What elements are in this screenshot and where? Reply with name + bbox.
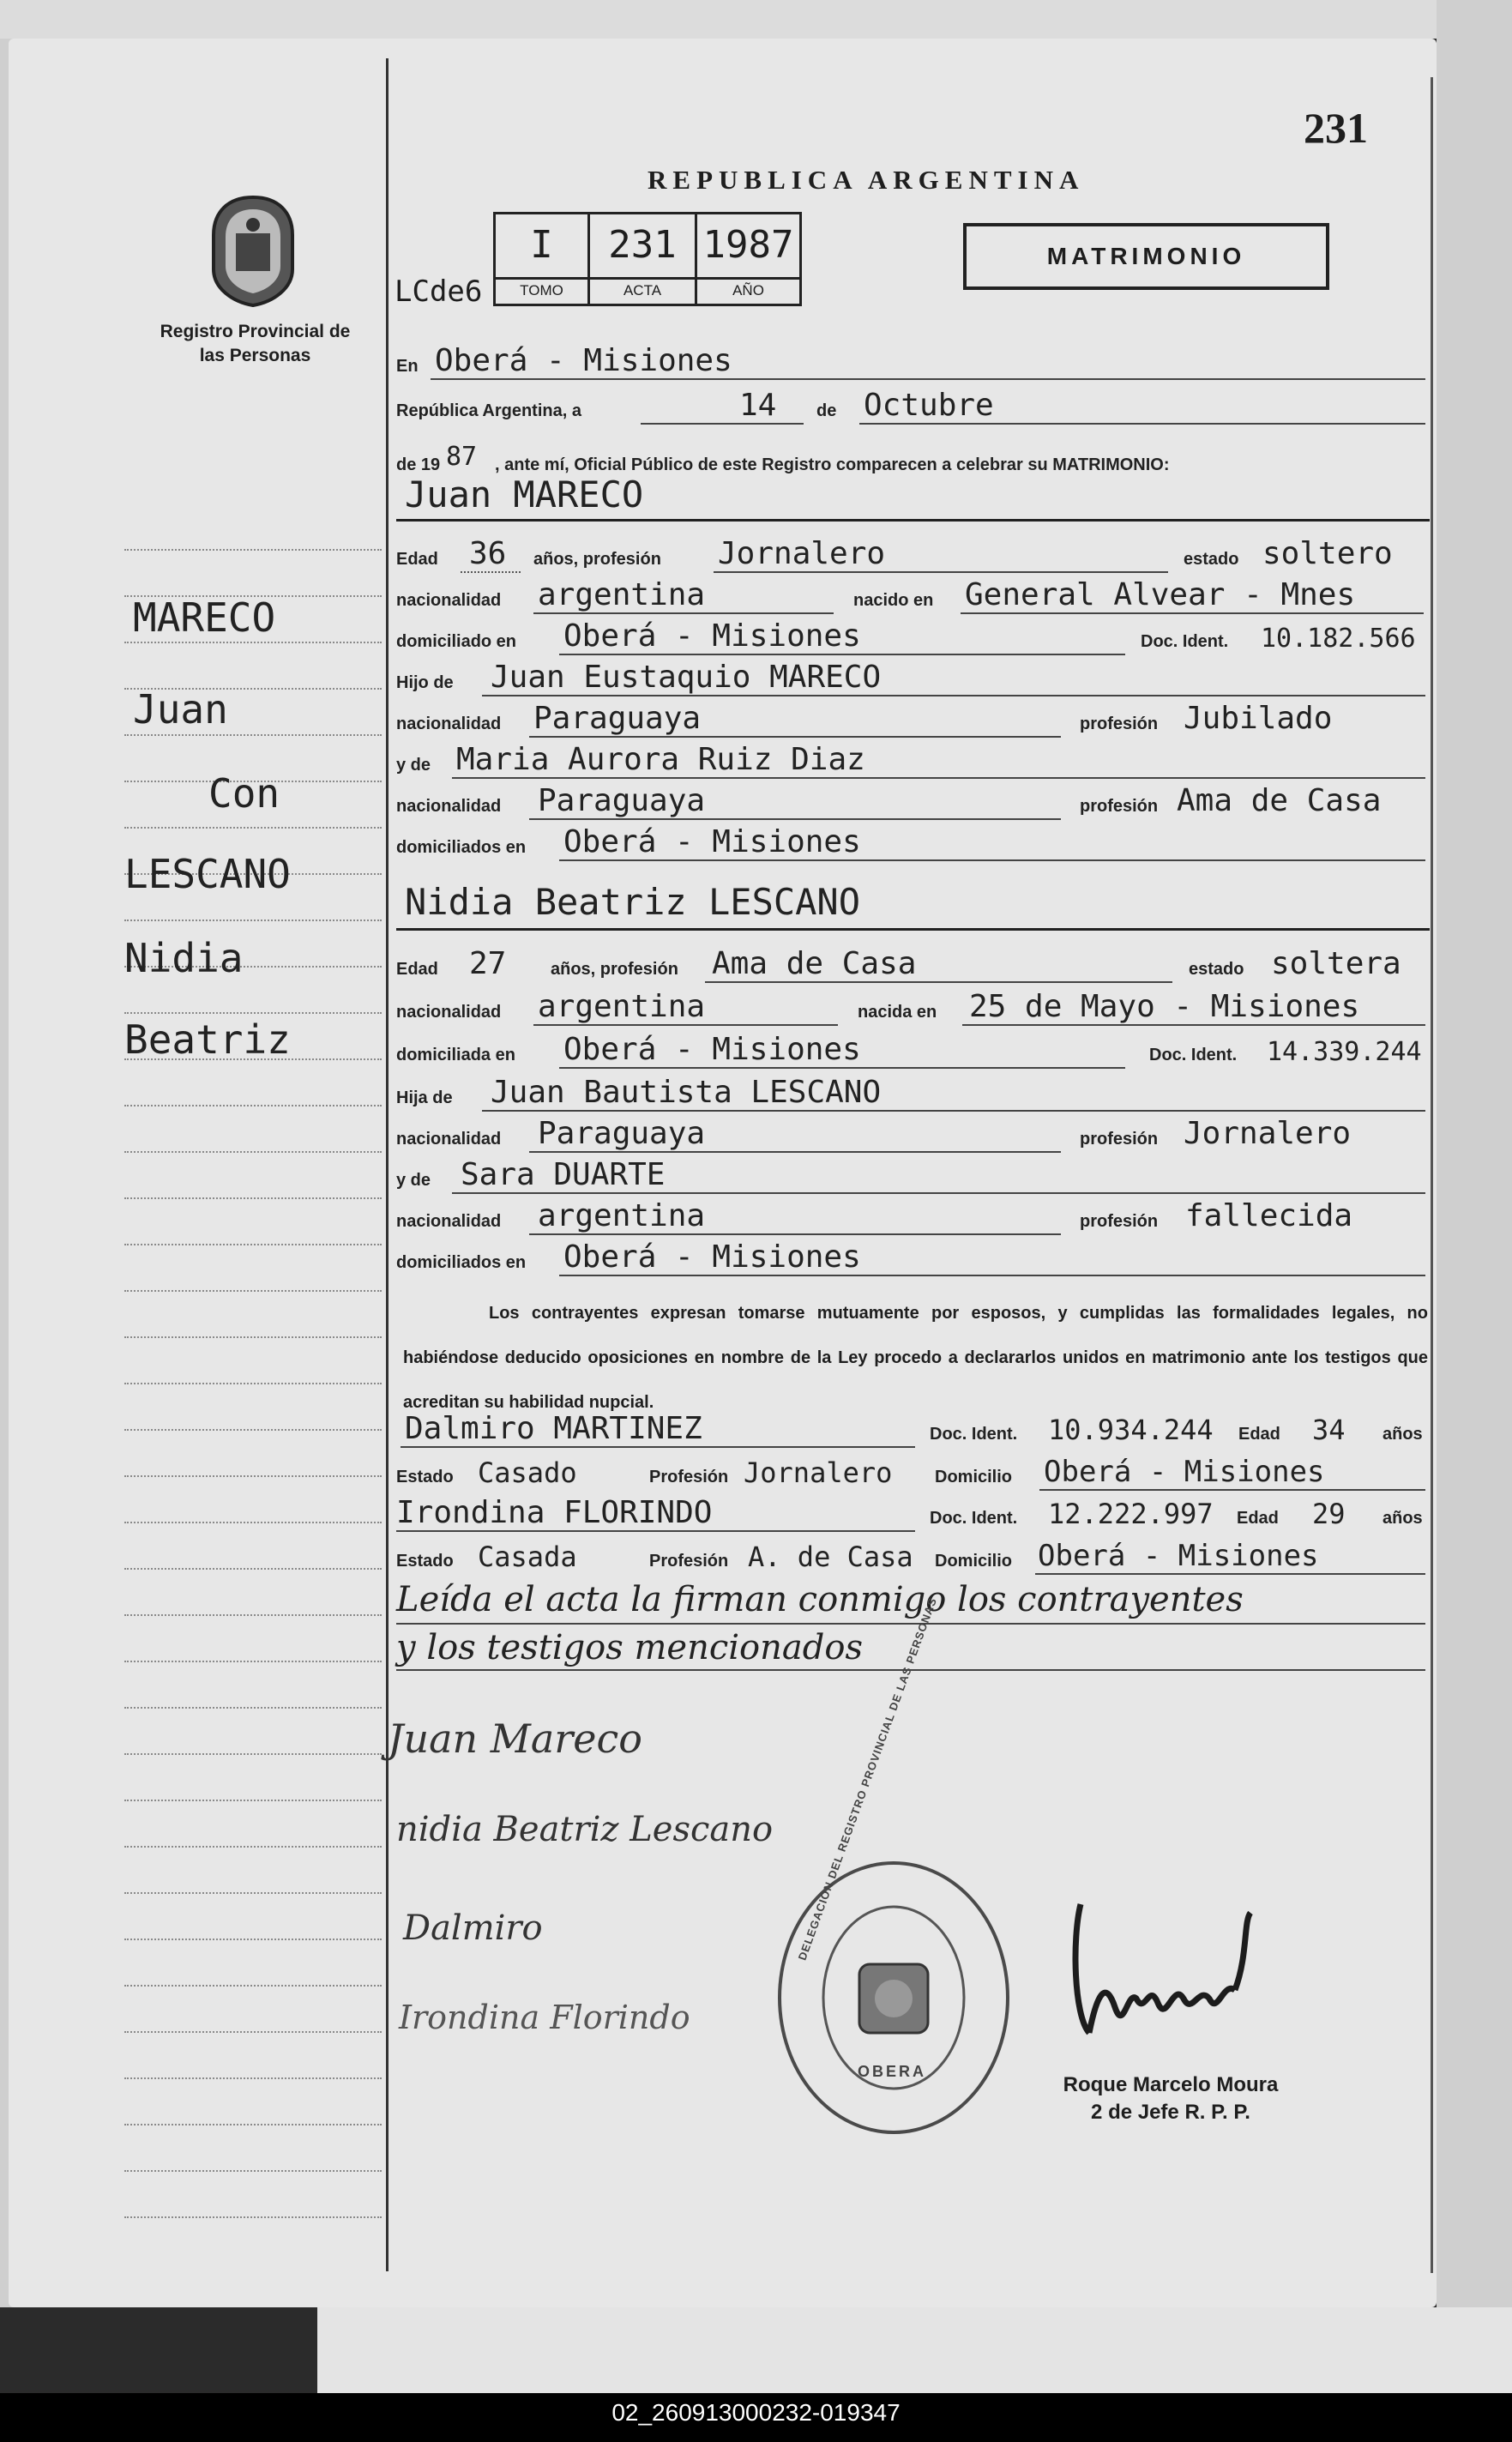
- nacionalidad-label: nacionalidad: [396, 1212, 502, 1231]
- acta-cell: [590, 214, 697, 304]
- yde-label: y de: [396, 756, 431, 775]
- margin-surname-groom: MARECO: [133, 594, 276, 641]
- witness2-details-row: [396, 1534, 1434, 1577]
- witness1-details-row: [396, 1450, 1434, 1492]
- bride-profession: Ama de Casa: [712, 946, 917, 981]
- bride-father-nationality-row: [396, 1112, 1434, 1155]
- bride-mother-row: [396, 1153, 1434, 1196]
- official-title: 2 de Jefe R. P. P.: [1091, 2101, 1250, 2124]
- estado-label: Estado: [396, 1468, 454, 1486]
- doc-label: Doc. Ident.: [1141, 632, 1229, 651]
- signature-witness2: Irondina Florindo: [399, 1999, 690, 2036]
- bride-mother: Sara DUARTE: [461, 1157, 666, 1192]
- groom-father: Juan Eustaquio MARECO: [491, 660, 882, 695]
- groom-nationality: argentina: [538, 577, 706, 612]
- record-type-box: MATRIMONIO: [963, 223, 1329, 290]
- groom-parents-domicile-row: [396, 820, 1434, 863]
- domiciliado-label: domiciliado en: [396, 632, 517, 651]
- margin-surname-bride: LESCANO: [124, 851, 291, 897]
- profesion-label: profesión: [1080, 1130, 1159, 1149]
- witness1-domicile: Oberá - Misiones: [1044, 1455, 1325, 1489]
- bride-age: 27: [469, 946, 507, 981]
- bottom-edge: [317, 2307, 1512, 2393]
- groom-name: Juan MARECO: [405, 473, 644, 516]
- bride-father-profession: Jornalero: [1184, 1116, 1352, 1151]
- bride-parents-domicile-row: [396, 1235, 1434, 1278]
- nacionalidad-label: nacionalidad: [396, 1130, 502, 1149]
- anio-cell: [697, 214, 799, 304]
- book-code: LCde6: [395, 274, 483, 309]
- bride-domicile-row: [396, 1028, 1434, 1070]
- tomo-cell: [496, 214, 590, 304]
- yde-label: y de: [396, 1171, 431, 1190]
- witness2-domicile: Oberá - Misiones: [1038, 1539, 1319, 1573]
- profesion-label: profesión: [1080, 715, 1159, 733]
- domiciliados-label: domiciliados en: [396, 1253, 527, 1272]
- nacido-label: nacido en: [853, 591, 934, 610]
- edad-label: Edad: [1237, 1509, 1279, 1528]
- acta-label: ACTA: [590, 277, 695, 304]
- coat-of-arms-icon: [202, 190, 304, 311]
- groom-father-profession: Jubilado: [1184, 701, 1333, 736]
- en-label: En: [396, 357, 419, 376]
- groom-parents-domicile: Oberá - Misiones: [563, 824, 861, 859]
- bride-father-nationality: Paraguaya: [538, 1116, 706, 1151]
- stamp-emblem-icon: [778, 1861, 1009, 2134]
- date-row: [396, 383, 1434, 426]
- bride-name-row: [396, 883, 1434, 926]
- bride-mother-nationality-row: [396, 1194, 1434, 1237]
- groom-father-nationality-row: [396, 696, 1434, 739]
- witness1-profession: Jornalero: [744, 1456, 893, 1489]
- stamp-center-text: OBERA: [857, 2063, 926, 2080]
- estado-label: estado: [1189, 960, 1244, 979]
- country-heading: REPUBLICA ARGENTINA: [648, 165, 1085, 195]
- edad-label: Edad: [1238, 1425, 1280, 1444]
- profesion-label: profesión: [1080, 797, 1159, 816]
- witness1-name: Dalmiro MARTINEZ: [405, 1411, 702, 1446]
- official-signature-icon: [1063, 1887, 1269, 2059]
- domiciliados-label: domiciliados en: [396, 838, 527, 857]
- groom-nationality-row: [396, 573, 1434, 616]
- day-value: 14: [739, 388, 777, 423]
- closing-line1: Leída el acta la firman conmigo los contrayentes: [396, 1580, 1244, 1619]
- bride-age-row: [396, 942, 1434, 985]
- witness2-profession: A. de Casa: [748, 1541, 913, 1573]
- place-value: Oberá - Misiones: [435, 343, 732, 378]
- official-signer: [1029, 2071, 1312, 2126]
- hija-label: Hija de: [396, 1088, 453, 1107]
- bride-mother-profession: fallecida: [1185, 1198, 1353, 1233]
- tomo-value: I: [530, 223, 553, 267]
- bride-doc: 14.339.244: [1267, 1037, 1422, 1067]
- acta-value: 231: [608, 223, 677, 267]
- place-row: [396, 339, 1434, 382]
- bride-parents-domicile: Oberá - Misiones: [563, 1239, 861, 1275]
- bride-mother-nationality: argentina: [538, 1198, 706, 1233]
- profesion-label: profesión: [1080, 1212, 1159, 1231]
- edad-label: Edad: [396, 960, 438, 979]
- domiciliada-label: domiciliada en: [396, 1046, 515, 1064]
- nacionalidad-label: nacionalidad: [396, 797, 502, 816]
- doc-label: Doc. Ident.: [930, 1425, 1018, 1444]
- margin-firstname-groom: Juan: [133, 686, 228, 733]
- doc-label: Doc. Ident.: [930, 1509, 1018, 1528]
- margin-middlename-bride: Beatriz: [124, 1016, 291, 1063]
- official-name: Roque Marcelo Moura: [1063, 2073, 1279, 2096]
- groom-domicile: Oberá - Misiones: [563, 618, 861, 654]
- groom-mother-nationality-row: [396, 779, 1434, 822]
- republica-label: República Argentina, a: [396, 401, 581, 420]
- signature-witness1: Dalmiro: [403, 1908, 543, 1948]
- anio-label: AÑO: [697, 277, 799, 304]
- nacionalidad-label: nacionalidad: [396, 1003, 502, 1022]
- closing-line2: y los testigos mencionados: [396, 1628, 863, 1667]
- right-edge: [1437, 0, 1512, 2316]
- doc-label: Doc. Ident.: [1149, 1046, 1238, 1064]
- top-edge: [0, 0, 1512, 39]
- footer-id: 02_260913000232-019347: [611, 2399, 901, 2426]
- profesion-label: años, profesión: [533, 550, 661, 569]
- profesion-label: Profesión: [649, 1552, 729, 1571]
- groom-mother-nationality: Paraguaya: [538, 783, 706, 818]
- witness1-doc: 10.934.244: [1048, 1414, 1214, 1446]
- anios-label: años: [1382, 1425, 1423, 1444]
- nacida-label: nacida en: [858, 1003, 937, 1022]
- domicilio-label: Domicilio: [935, 1552, 1013, 1571]
- estado-label: estado: [1184, 550, 1239, 569]
- profesion-label: Profesión: [649, 1468, 729, 1486]
- bride-father-row: [396, 1070, 1434, 1113]
- groom-mother-profession: Ama de Casa: [1177, 783, 1382, 818]
- margin-con: Con: [208, 770, 280, 817]
- tomo-label: TOMO: [496, 277, 587, 304]
- groom-age-row: [396, 532, 1434, 575]
- witness2-civil-status: Casada: [478, 1541, 577, 1573]
- bride-birthplace: 25 de Mayo - Misiones: [969, 989, 1360, 1024]
- bride-nationality: argentina: [538, 989, 706, 1024]
- bride-civil-status: soltera: [1271, 946, 1401, 981]
- signature-bride: nidia Beatriz Lescano: [396, 1810, 774, 1849]
- year-value: 87: [446, 442, 478, 472]
- declaration-text: Los contrayentes expresan tomarse mutuamente por esposos, y cumplidas las formalidades legales, no habiéndose deducido oposiciones en nombre de la Ley procedo a declararlos unidos en matrimonio ante los testigos que acreditan su habilidad nupcial.: [403, 1304, 1428, 1412]
- hijo-label: Hijo de: [396, 673, 454, 692]
- bride-nationality-row: [396, 985, 1434, 1028]
- month-value: Octubre: [864, 388, 994, 423]
- witness2-doc: 12.222.997: [1048, 1498, 1214, 1530]
- groom-father-nationality: Paraguaya: [533, 701, 702, 736]
- witness1-row: [396, 1407, 1434, 1450]
- anio-value: 1987: [702, 223, 794, 267]
- domicilio-label: Domicilio: [935, 1468, 1013, 1486]
- witness2-row: [396, 1491, 1434, 1534]
- profesion-label: años, profesión: [551, 960, 678, 979]
- bride-father: Juan Bautista LESCANO: [491, 1075, 882, 1110]
- groom-domicile-row: [396, 614, 1434, 657]
- groom-doc: 10.182.566: [1261, 624, 1416, 654]
- groom-birthplace: General Alvear - Mnes: [965, 577, 1356, 612]
- anios-label: años: [1382, 1509, 1423, 1528]
- groom-name-row: [396, 473, 1434, 519]
- witness2-name: Irondina FLORINDO: [396, 1495, 713, 1530]
- signature-groom: Juan Mareco: [388, 1715, 642, 1762]
- groom-mother: Maria Aurora Ruiz Diaz: [456, 742, 865, 777]
- nacionalidad-label: nacionalidad: [396, 715, 502, 733]
- edad-label: Edad: [396, 550, 438, 569]
- page-number: 231: [1304, 104, 1368, 152]
- witness1-age: 34: [1312, 1414, 1346, 1446]
- bride-domicile: Oberá - Misiones: [563, 1032, 861, 1067]
- groom-mother-row: [396, 738, 1434, 781]
- de19-label: de 19: [396, 455, 441, 474]
- groom-profession: Jornalero: [718, 536, 886, 571]
- witness2-age: 29: [1312, 1498, 1346, 1530]
- bride-name: Nidia Beatriz LESCANO: [405, 881, 861, 923]
- groom-age: 36: [469, 536, 507, 571]
- nacionalidad-label: nacionalidad: [396, 591, 502, 610]
- de-label: de: [816, 401, 837, 420]
- acta-table: [493, 212, 802, 306]
- registry-name: Registro Provincial de las Personas: [160, 322, 351, 365]
- witness1-civil-status: Casado: [478, 1456, 577, 1489]
- estado-label: Estado: [396, 1552, 454, 1571]
- margin-firstname-bride: Nidia: [124, 935, 244, 981]
- groom-father-row: [396, 655, 1434, 698]
- groom-civil-status: soltero: [1262, 536, 1393, 571]
- ante-text: , ante mí, Oficial Público de este Registro comparecen a celebrar su MATRIMONIO:: [495, 455, 1170, 474]
- margin-rule: [386, 58, 389, 2271]
